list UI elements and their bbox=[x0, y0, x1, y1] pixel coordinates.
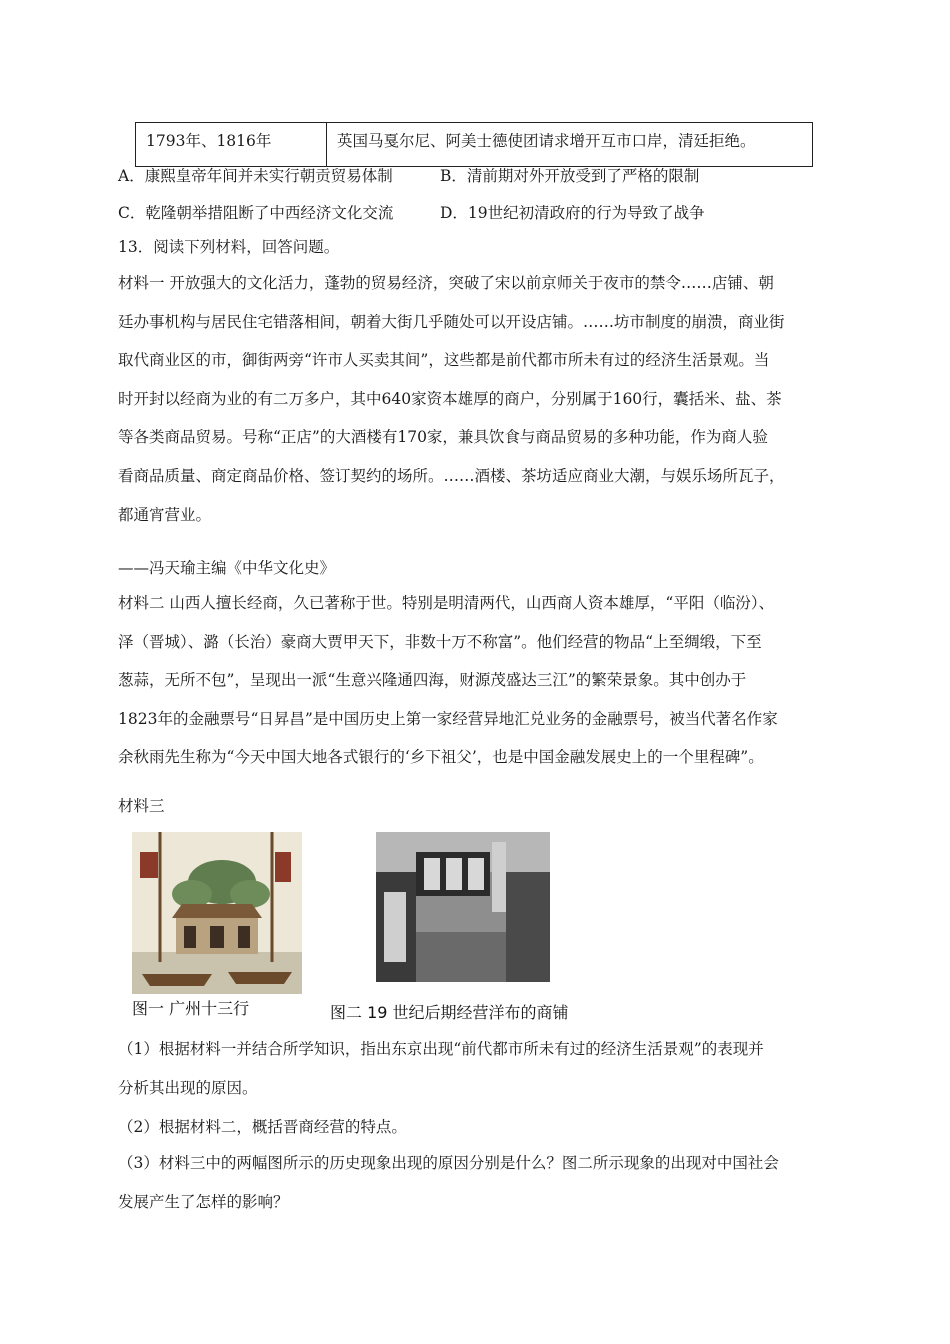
figure-1-caption: 图一 广州十三行 bbox=[132, 999, 250, 1018]
figure-1-image bbox=[132, 832, 302, 994]
material-1 bbox=[118, 264, 840, 534]
material-1-line: 取代商业区的市，御街两旁“许市人买卖其间”，这些都是前代都市所未有过的经济生活景观。当 bbox=[118, 351, 770, 370]
material-3-label: 材料三 bbox=[118, 797, 165, 815]
material-2-line: 余秋雨先生称为“今天中国大地各式银行的‘乡下祖父’，也是中国金融发展史上的一个里程碑”。 bbox=[118, 748, 764, 767]
material-2-line: 材料二 山西人擅长经商，久已著称于世。特别是明清两代，山西商人资本雄厚，“平阳（临汾）、 bbox=[118, 594, 775, 612]
option-b: B．清前期对外开放受到了严格的限制 bbox=[440, 167, 700, 185]
material-2 bbox=[118, 584, 840, 777]
sub-question-3-line: 发展产生了怎样的影响？ bbox=[118, 1192, 289, 1211]
option-c: C．乾隆朝举措阻断了中西经济文化交流 bbox=[118, 204, 394, 222]
table-cell-years: 1793年、1816年 bbox=[136, 123, 327, 167]
sub-question-3-line: （3）材料三中的两幅图所示的历史现象出现的原因分别是什么？图二所示现象的出现对中国社会 bbox=[118, 1154, 779, 1172]
material-2-line: 泽（晋城）、潞（长治）豪商大贾甲天下，非数十万不称富”。他们经营的物品“上至绸缎，下至 bbox=[118, 632, 762, 651]
history-table bbox=[135, 122, 813, 167]
sub-question-1-line: （1）根据材料一并结合所学知识，指出东京出现“前代都市所未有过的经济生活景观”的表现并 bbox=[118, 1040, 764, 1058]
sub-question-2: （2）根据材料二，概括晋商经营的特点。 bbox=[118, 1118, 407, 1136]
material-1-line: 都通宵营业。 bbox=[118, 505, 212, 524]
option-d: D．19世纪初清政府的行为导致了战争 bbox=[440, 204, 705, 222]
option-a: A．康熙皇帝年间并未实行朝贡贸易体制 bbox=[118, 167, 393, 185]
material-2-line: 1823年的金融票号“日昇昌”是中国历史上第一家经营异地汇兑业务的金融票号，被当代著名作家 bbox=[118, 709, 778, 728]
material-1-source: ——冯天瑜主编《中华文化史》 bbox=[118, 559, 336, 577]
sub-question-1-line: 分析其出现的原因。 bbox=[118, 1078, 258, 1097]
material-1-line: 廷办事机构与居民住宅错落相间，朝着大街几乎随处可以开设店铺。……坊市制度的崩溃，商业街 bbox=[118, 312, 785, 331]
material-1-line: 看商品质量、商定商品价格、签订契约的场所。……酒楼、茶坊适应商业大潮，与娱乐场所瓦子， bbox=[118, 466, 785, 485]
material-1-line: 时开封以经商为业的有二万多户，其中640家资本雄厚的商户，分别属于160行，囊括米、盐、茶 bbox=[118, 389, 782, 408]
material-1-line: 材料一 开放强大的文化活力，蓬勃的贸易经济，突破了宋以前京师关于夜市的禁令……店铺、朝 bbox=[118, 274, 774, 292]
table-row bbox=[136, 123, 813, 167]
sub-question-1 bbox=[118, 1030, 840, 1107]
question-13-title: 13．阅读下列材料，回答问题。 bbox=[118, 238, 340, 256]
material-2-line: 葱蒜，无所不包”，呈现出一派“生意兴隆通四海，财源茂盛达三江”的繁荣景象。其中创办于 bbox=[118, 671, 747, 690]
figure-2-caption: 图二 19 世纪后期经营洋布的商铺 bbox=[330, 1003, 569, 1022]
material-1-line: 等各类商品贸易。号称“正店”的大酒楼有170家，兼具饮食与商品贸易的多种功能，作为商人验 bbox=[118, 428, 768, 447]
figure-2-image bbox=[376, 832, 550, 982]
sub-question-3 bbox=[118, 1144, 840, 1221]
table-cell-event: 英国马戛尔尼、阿美士德使团请求增开互市口岸，清廷拒绝。 bbox=[327, 123, 813, 167]
